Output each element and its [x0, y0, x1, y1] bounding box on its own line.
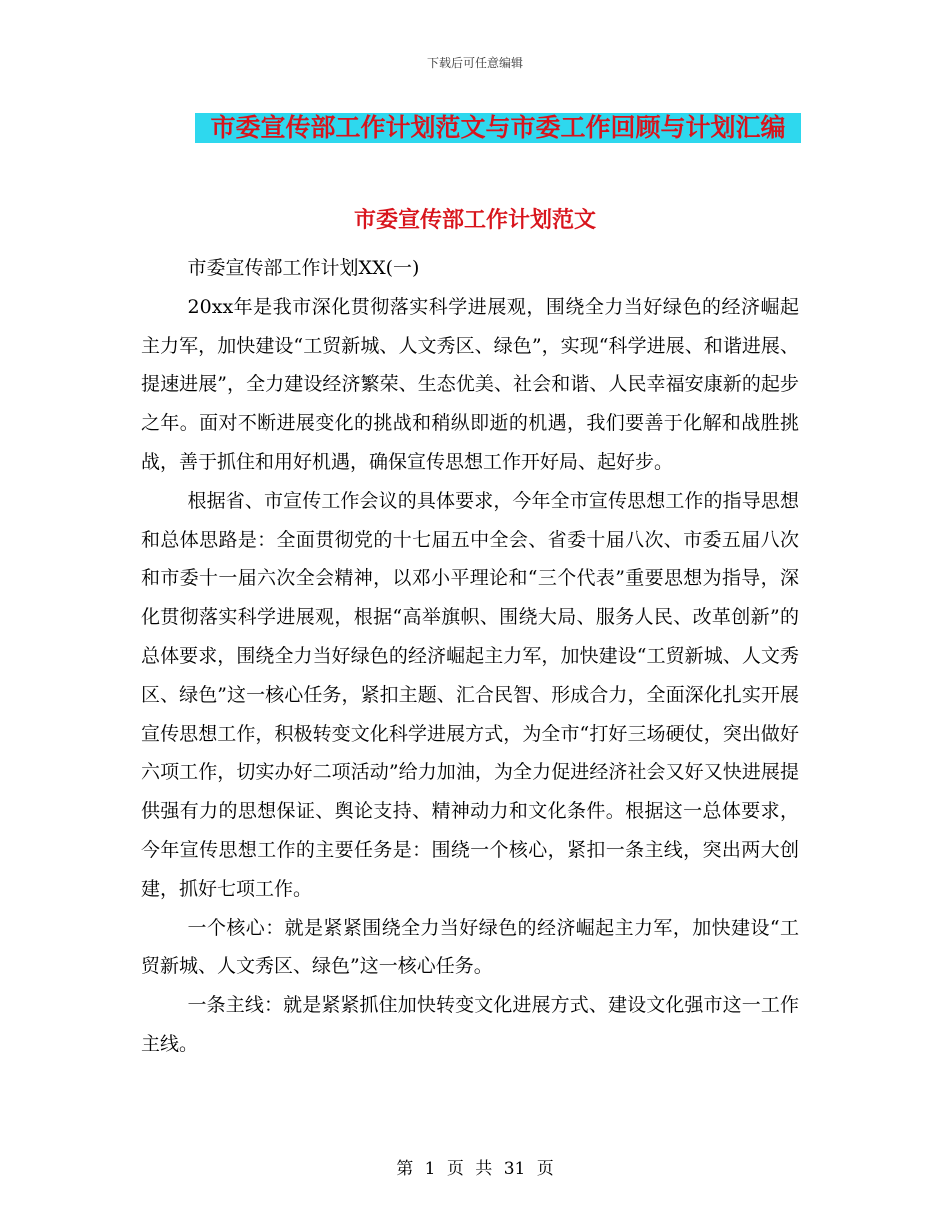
- section-title: 市委宣传部工作计划范文: [353, 208, 596, 233]
- paragraph: 20xx年是我市深化贯彻落实科学进展观，围绕全力当好绿色的经济崛起主力军，加快建设“工贸新城、人文秀区、绿色”，实现“科学进展、和谐进展、提速进展”，全力建设经济繁荣、生态优美、社会和谐、人民幸福安康新的起步之年。面对不断进展变化的挑战和稍纵即逝的机遇，我们要善于化解和战胜挑战，善于抓住和用好机遇，确保宣传思想工作开好局、起好步。: [141, 295, 799, 473]
- paragraph: 根据省、市宣传工作会议的具体要求，今年全市宣传思想工作的指导思想和总体思路是：全面贯彻党的十七届五中全会、省委十届八次、市委五届八次和市委十一届六次全会精神，以邓小平理论和“三个代表”重要思想为指导，深化贯彻落实科学进展观，根据“高举旗帜、围绕大局、服务人民、改革创新”的总体要求，围绕全力当好绿色的经济崛起主力军，加快建设“工贸新城、人文秀区、绿色”这一核心任务，紧扣主题、汇合民智、形成合力，全面深化扎实开展宣传思想工作，积极转变文化科学进展方式，为全市“打好三场硬仗，突出做好六项工作，切实办好二项活动”给力加油，为全力促进经济社会又好又快进展提供强有力的思想保证、舆论支持、精神动力和文化条件。根据这一总体要求，今年宣传思想工作的主要任务是：围绕一个核心，紧扣一条主线，突出两大创建，抓好七项工作。: [141, 489, 799, 900]
- paragraph: 一条主线：就是紧紧抓住加快转变文化进展方式、建设文化强市这一工作主线。: [141, 994, 799, 1055]
- page-header-note: 下载后可任意编辑: [426, 56, 523, 70]
- paragraph: 一个核心：就是紧紧围绕全力当好绿色的经济崛起主力军，加快建设“工贸新城、人文秀区、绿色”这一核心任务。: [141, 916, 799, 978]
- document-title: 市委宣传部工作计划范文与市委工作回顾与计划汇编: [195, 113, 801, 143]
- page-number-footer: 第 1 页 共 31 页: [396, 1159, 554, 1179]
- document-body: [141, 249, 799, 1064]
- paragraph-plan-heading: 市委宣传部工作计划XX(一): [187, 257, 420, 279]
